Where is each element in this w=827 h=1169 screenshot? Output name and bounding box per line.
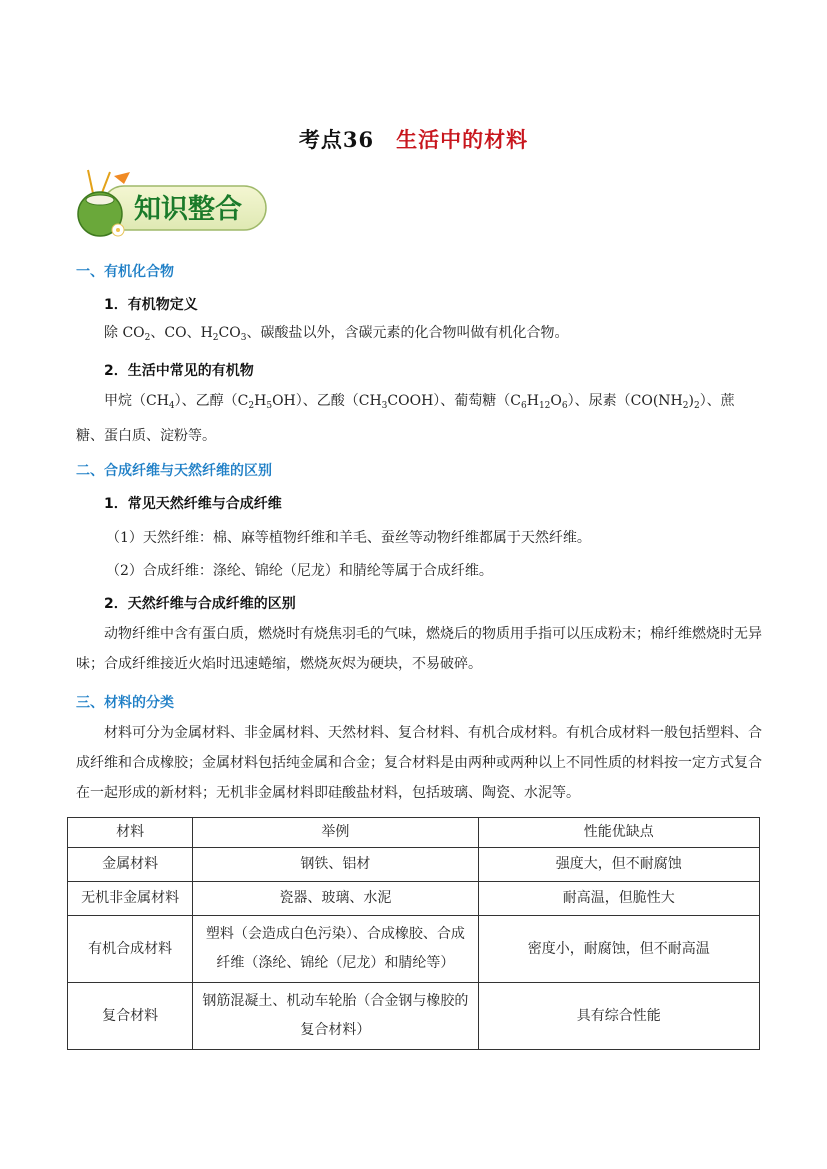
table-cell: 具有综合性能 [478,983,759,1050]
table-row [68,882,760,916]
section-heading-material-classification: 三、材料的分类 [76,695,174,711]
list-item-natural-fiber: （1）天然纤维：棉、麻等植物纤维和羊毛、蚕丝等动物纤维都属于天然纤维。 [106,530,591,546]
knowledge-banner [74,168,270,242]
paragraph-organic-definition: 除 $CO_2$、CO、$H_2CO_3$、碳酸盐以外，含碳元素的化合物叫做有机化合物。 [104,325,569,343]
table-cell: 塑料（会造成白色污染）、合成橡胶、合成纤维（涤纶、锦纶（尼龙）和腈纶等） [193,916,478,983]
table-cell: 钢铁、铝材 [193,848,478,882]
sub-heading-common-organics: 2．生活中常见的有机物 [104,363,254,379]
banner-text: 知识整合 [134,194,242,225]
table-header-cell: 性能优缺点 [478,818,759,848]
paragraph-fiber-difference: 动物纤维中含有蛋白质，燃烧时有烧焦羽毛的气味，燃烧后的物质用手指可以压成粉末；棉纤维燃烧时无异味；合成纤维接近火焰时迅速蜷缩，燃烧灰烬为硬块，不易破碎。 [76,626,762,672]
table-cell: 有机合成材料 [68,916,193,983]
paragraph-material-classification: 材料可分为金属材料、非金属材料、天然材料、复合材料、有机合成材料。有机合成材料一般包括塑料、合成纤维和合成橡胶；金属材料包括纯金属和合金；复合材料是由两种或两种以上不同性质的材料按一定方式复合在一起形成的新材料；无机非金属材料即硅酸盐材料，包括玻璃、陶瓷、水泥等。 [76,725,762,801]
table-header-row [68,818,760,848]
page-title [0,124,827,154]
table-cell: 钢筋混凝土、机动车轮胎（合金钢与橡胶的复合材料） [193,983,478,1050]
table-cell: 强度大，但不耐腐蚀 [478,848,759,882]
table-row [68,916,760,983]
table-cell: 复合材料 [68,983,193,1050]
title-main: 生活中的材料 [396,127,529,152]
table-cell: 瓷器、玻璃、水泥 [193,882,478,916]
paragraph-common-organics: 甲烷$(CH_4)$、乙醇$(C_2H_5OH)$、乙酸$(CH_3COOH)$、葡萄糖$(C_6H_{12}O_6)$、尿素$(CO(NH_2)_2)$、蔗糖、蛋白质、淀粉等。 [76,393,735,444]
sub-heading-fiber-difference: 2．天然纤维与合成纤维的区别 [104,596,296,612]
materials-table [67,817,760,1050]
sub-heading-fiber-types: 1．常见天然纤维与合成纤维 [104,496,282,512]
table-cell: 金属材料 [68,848,193,882]
title-prefix: 考点36 [298,127,375,152]
section-heading-organic: 一、有机化合物 [76,264,174,280]
table-header-cell: 举例 [193,818,478,848]
table-cell: 耐高温，但脆性大 [478,882,759,916]
table-row [68,983,760,1050]
table-cell: 无机非金属材料 [68,882,193,916]
sub-heading-organic-definition: 1．有机物定义 [104,297,198,313]
table-cell: 密度小，耐腐蚀，但不耐高温 [478,916,759,983]
table-row [68,848,760,882]
table-header-cell: 材料 [68,818,193,848]
list-item-synthetic-fiber: （2）合成纤维：涤纶、锦纶（尼龙）和腈纶等属于合成纤维。 [106,563,493,579]
section-heading-fibers: 二、合成纤维与天然纤维的区别 [76,463,272,479]
